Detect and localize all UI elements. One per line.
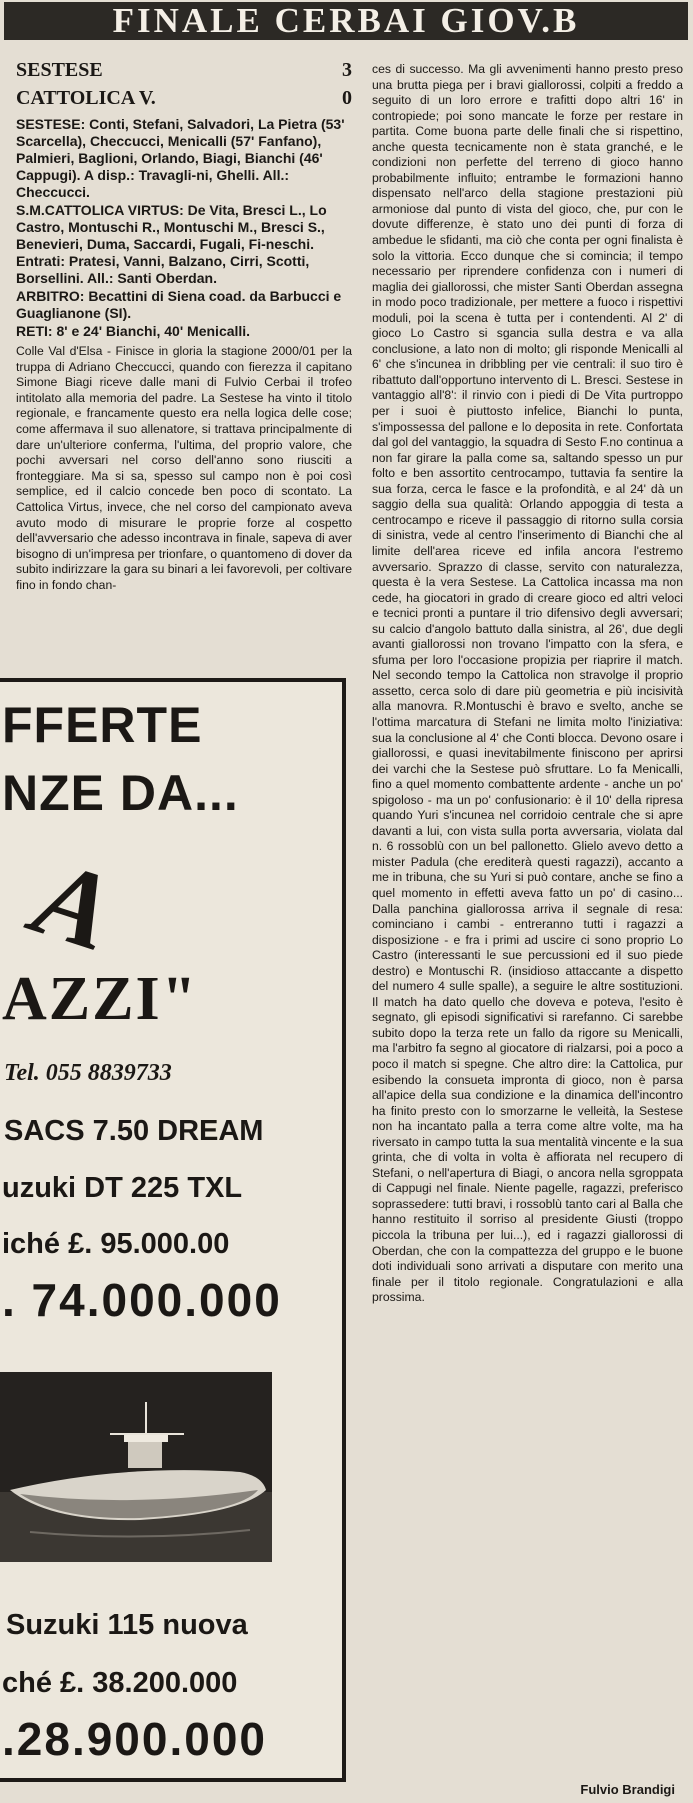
section-header xyxy=(4,2,688,40)
score-row-away xyxy=(16,84,352,112)
article-body-left: Colle Val d'Elsa - Finisce in gloria la stagione 2000/01 per la truppa di Adriano Checcucci, quando con fierezza il capitano Simone Biagi riceve dalle mani di Fulvio Cerbai il trofeo intitolato alla memoria del padre. La Sestese ha vinto il titolo regionale, e francamente questo era nella logica delle cose; come affermava il suo allenatore, si trattava principalmente di dare un'ulteriore conferma, l'ultima, del proprio valore, che pochi avversari nel corso dell'anno sono riusciti a fronteggiare. Ma si sa, spesso sul campo non è poi così semplice, ed il calcio concede ben poco di scontato. La Cattolica Virtus, invece, che nel corso del campionato aveva avuto modo di misurare le proprie forze al cospetto dell'avversario che adesso incontrava in finale, sapeva di aver bisogno di un'impresa per trionfare, o quantomeno di dover da subito indirizzare la gara su binari a lei favorevoli, per coltivare fino in fondo chan- xyxy=(16,344,352,592)
match-summary-column xyxy=(16,56,352,594)
ad-offer-2: uzuki DT 225 TXL xyxy=(2,1172,243,1204)
score-home: 3 xyxy=(342,59,352,81)
ad-offer-7: .28.900.000 xyxy=(2,1713,268,1765)
article-body-right: ces di successo. Ma gli avvenimenti hanno presto preso una brutta piega per i bravi giallorossi, colpiti a freddo a seguito di un loro errore e trafitti dopo altri 16' in contropiede; poi sono mancate le forze per restare in partita. Come buona parte delle finali che si rispettino, anche questa tecnicamente non è stata granché, e le condizioni non perfette del terreno di gioco hanno probabilmente influito; entrambe le formazioni hanno dispensato nell'arco della stagione prestazioni più armoniose dal punto di vista del gioco, che, pur con le dovute differenze, è stato uno dei punti di forza di ambedue le sfidanti, ma ciò che conta per ogni finalista è solo la vittoria. Ecco dunque che si comincia; il tempo necessario per riprendere confidenza con i numeri di maglia dei giallorossi, che mister Santi Oberdan assegna in modo poco tradizionale, per mettere a fuoco i rispettivi moduli, poi la scena è tutta per i contendenti. Al 2' di gioco Lo Castro si sgancia sulla destra e va alla conclusione, a lato non di molto; gli risponde Menicalli al 6' che s'incunea in dribbling per vie centrali: il suo tiro è ribattuto dall'opportuno intervento di L. Bresci. Sestese in vantaggio all'8': il rinvio con i piedi di De Vita purtroppo per i suoi è piuttosto infelice, Bianchi lo punta, s'impossessa del pallone e lo deposita in rete. Confortata dal gol del vantaggio, la squadra di Sesto F.no continua a non far girare la palla come sa, saltando spesso un pur folto e ben assortito centrocampo, tuttavia fa sentire la sua forza, cerca le fasce e la profondità, e al 24' dà un saggio della sua qualità: Orlando appoggia di testa a centrocampo e riceve il passaggio di ritorno sulla corsia di sinistra, vede al centro l'inserimento di Bianchi che al limite dell'area riceve ed infila ancora l'estremo avversario. Sprazzo di classe, servito con naturalezza, questa è la vera Sestese. La Cattolica incassa ma non cede, ha giocatori in grado di creare gioco ed altri veloci e tecnici pronti a puntare il trio difensivo degli avversari; su calcio d'angolo battuto dalla sinistra, al 26', due degli avanti giallorossi non trovano l'impatto con la sfera, e sfuma per loro l'occasione propizia per riaprire il match. Nel secondo tempo la Cattolica non stravolge il proprio assetto, cerca solo di dare più geometria e più incisività alla manovra. R.Montuschi è bravo e svelto, anche se l'ottima marcatura di Stefani ne limita molto l'iniziativa: sua la conclusione al 4' che Conti blocca. Devono osare i giallorossi, e quasi inevitabilmente finiscono per aprirsi dei varchi che la Sestese può sfruttare. Lo fa Menicalli, fino a quel momento combattente ardente - anche un po' spigoloso - ma un po' confusionario: è il 10' della ripresa quando Yuri s'incunea nel corridoio centrale che si apre davanti a lui, con vista sulla porta avversaria, violata dal n. 6 rossoblù con un bel pallonetto. Glielo avevo detto a mister Padula (che erediterà questi ragazzi), accanto a me in tribuna, che su Yuri si può contare, anche se fino a quel momento in effetti aveva fatto un po' di casino... Dalla panchina giallorossa arriva il segnale di resa: cominciano i cambi - entreranno tutti i ragazzi a disposizione - e fra i primi ad uscire ci sono proprio Lo Castro (interessanti le sue percussioni ed il suo piede destro) e Montuschi R. (insidioso attaccante a dispetto del numero 4 sulle spalle), a seguire le altre sostituzioni. Il match ha dato quello che doveva e poteva, l'esito è segnato, gli episodi significativi si rarefanno. Ci sarebbe subito dopo la terza rete un fallo da rigore su Menicalli, ma l'arbitro fa segno al giocatore di rialzarsi, poi a poco a poco il match si spegne. Che altro dire: la Cattolica, pur esibendo la consueta impronta di gioco, non è parsa all'apice della sua condizione e la dinamica dell'incontro ha finito presto con lo smorzarne le velleità, la Sestese non ha incantato palla a terra come altre volte, ma ha riversato in campo tutta la sua mentalità vincente e la sua grinta, che di volta in volta è affiorata nel recupero di Stefani, o nell'apertura di Biagi, o ancora nella sgroppata di Cappugi nel finale. Niente pagelle, ragazzi, preferisco soprassedere: tutti bravi, i rossoblù tanto cari al Balla che hanno restituito il sorriso al presidente Giusti (troppo piccola la tribuna per lui...), ed i ragazzi giallorossi di Oberdan, che con la compattezza del gruppo e le buone doti individuali sono arrivati a disputare con merito una finale per il titolo regionale. Congratulazioni e alla prossima. xyxy=(372,62,683,1305)
team-home: SESTESE xyxy=(16,59,103,81)
author-byline: Fulvio Brandigi xyxy=(580,1782,675,1797)
team-away: CATTOLICA V. xyxy=(16,87,156,109)
advertisement xyxy=(0,678,346,1782)
ad-offer-1: SACS 7.50 DREAM xyxy=(4,1115,264,1147)
lineup-cattolica: S.M.CATTOLICA VIRTUS: De Vita, Bresci L., Lo Castro, Montuschi R., Montuschi M., Bresci S., Benevieri, Duma, Saccardi, Fugali, Fi-neschi. Entrati: Pratesi, Vanni, Balzano, Cirri, Scotti, Borsellini. All.: Santi Oberdan. xyxy=(16,202,327,286)
boat-photo xyxy=(0,1372,272,1562)
lineup-sestese: SESTESE: Conti, Stefani, Salvadori, La Pietra (53' Scarcella), Checcucci, Menicalli (57' Fanfano), Palmieri, Baglioni, Orlando, Biagi, Bianchi (46' Cappugi). A disp.: Travagli-ni, Ghelli. All.: Checcucci. xyxy=(16,116,345,200)
header-title: FINALE CERBAI GIOV.B xyxy=(112,1,580,40)
ad-offer-4: . 74.000.000 xyxy=(2,1274,282,1326)
score-row-home xyxy=(16,56,352,84)
ad-offer-3: iché £. 95.000.00 xyxy=(2,1228,230,1260)
ad-offer-5: Suzuki 115 nuova xyxy=(6,1609,248,1641)
goals-line: RETI: 8' e 24' Bianchi, 40' Menicalli. xyxy=(16,323,251,339)
ad-brand-name: AZZI" xyxy=(2,965,199,1033)
lineups xyxy=(16,116,352,340)
ad-headline-1: FFERTE xyxy=(2,697,203,753)
ad-phone: Tel. 055 8839733 xyxy=(4,1060,172,1086)
ad-logo-letter: A xyxy=(21,835,129,975)
referee-line: ARBITRO: Becattini di Siena coad. da Barbucci e Guaglianone (SI). xyxy=(16,288,342,321)
boat-illustration xyxy=(0,1372,272,1562)
score-away: 0 xyxy=(342,87,352,109)
ad-offer-6: ché £. 38.200.000 xyxy=(2,1667,238,1699)
ad-headline-2: NZE DA... xyxy=(2,765,239,821)
